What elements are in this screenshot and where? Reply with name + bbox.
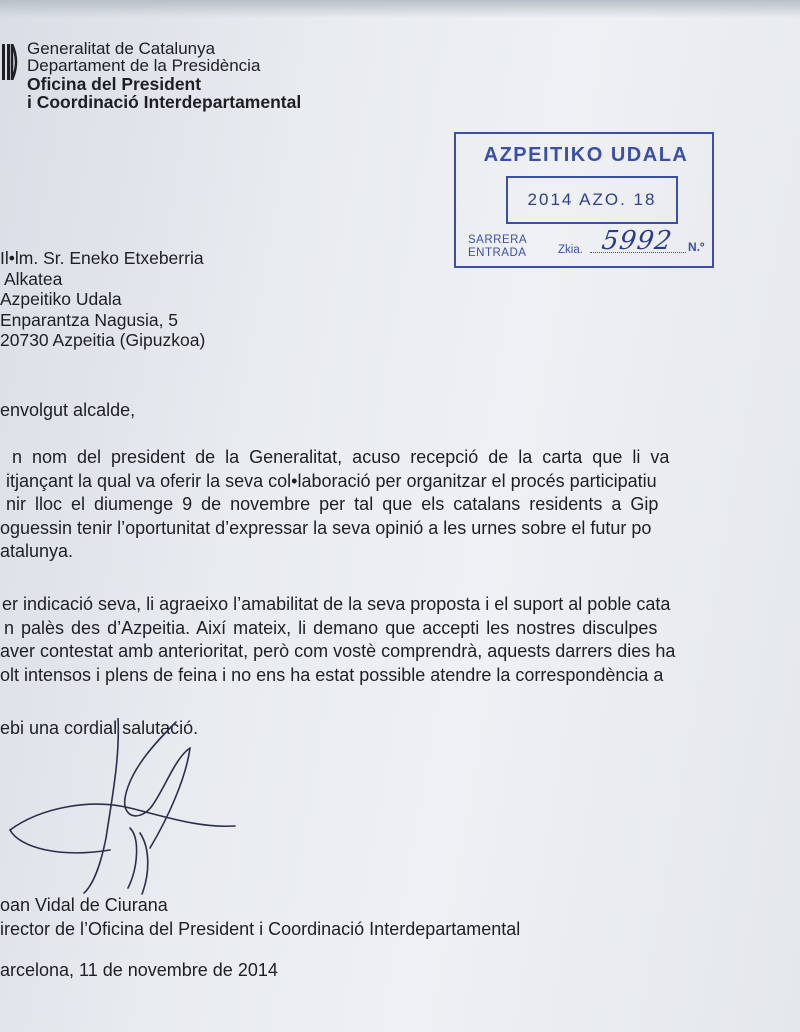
address-line: Alkatea [4,268,63,289]
address-line: Enparantza Nagusia, 5 [0,309,179,330]
letterhead-office-2: i Coordinació Interdepartamental [27,92,302,112]
stamp-label-sarrera: SARRERA [468,234,528,246]
paragraph-line: oguessin tenir l’oportunitat d’expressar la seva opinió a les urnes sobre el futur po [0,517,652,538]
greeting: envolgut alcalde, [0,400,136,420]
letterhead-department: Departament de la Presidència [27,56,261,75]
page-top-edge [0,0,800,18]
paragraph-line: nir lloc el diumenge 9 de novembre per tal que els catalans residents a Gip [6,494,659,514]
stamp-zkia-label: Zkia. [558,244,583,256]
stamp-handwritten-number: 5992 [599,226,675,256]
stamp-date-box [506,176,678,224]
generalitat-logo-icon [2,44,20,80]
paragraph-line: er indicació seva, li agraeixo l’amabilitat de la seva proposta i el suport al poble cata [2,594,671,614]
letterhead-institution: Generalitat de Catalunya [27,39,216,58]
signer-name: oan Vidal de Ciurana [0,895,168,915]
paragraph-line: n palès des d’Azpeitia. Així mateix, li demano que accepti les nostres disculpes [4,617,658,638]
registry-stamp [454,132,714,268]
closing: ebi una cordial salutació. [0,718,199,738]
paragraph-line: aver contestat amb anterioritat, però com vostè comprendrà, aquests darrers dies ha [0,641,676,661]
place-date: arcelona, 11 de novembre de 2014 [0,960,278,980]
paragraph-line: atalunya. [0,541,74,561]
address-line: 20730 Azpeitia (Gipuzkoa) [0,330,206,350]
paragraph-line: n nom del president de la Generalitat, acuso recepció de la carta que li va [12,447,670,467]
stamp-label-entrada: ENTRADA [468,247,527,259]
letterhead-office: Oficina del President [27,74,202,94]
paragraph-line: olt intensos i plens de feina i no ens ha estat possible atendre la correspondència a [0,664,664,685]
signer-block [0,893,520,941]
paragraph-1 [0,446,669,564]
stamp-date: 2014 AZO. 18 [527,190,657,209]
address-line: Azpeitiko Udala [0,289,122,309]
stamp-title: AZPEITIKO UDALA [483,144,689,166]
handwritten-signature [0,718,280,898]
paragraph-line: itjançant la qual va oferir la seva col•laboració per organitzar el procés participatiu [6,470,657,491]
stamp-no-label: N.º [688,240,705,254]
address-line: Il•lm. Sr. Eneko Etxeberria [0,248,204,268]
signer-title: irector de l’Oficina del President i Coordinació Interdepartamental [0,919,521,939]
recipient-address [0,248,205,351]
paragraph-2 [0,593,675,687]
